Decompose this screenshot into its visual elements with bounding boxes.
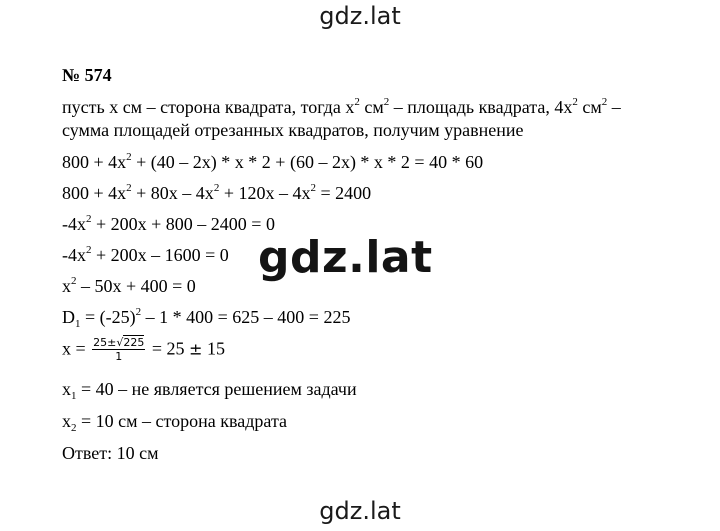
root-x1-line: $x_1 = 40$ – не является решением задачи	[62, 379, 357, 402]
fraction-denominator: 1	[115, 350, 123, 363]
answer-line: Ответ: 10 см	[62, 443, 159, 463]
equation-2: $800 + 4x^2 + 80x - 4x^2 + 120x - 4x^2 = 2400$	[62, 182, 372, 203]
watermark-logo: gdz.lat	[258, 232, 433, 283]
fraction-numerator: 25±√225	[93, 336, 145, 349]
equation-1: $800 + 4x^2 + (40 - 2x) * x * 2 + (60 - 2x) * x * 2 = 40 * 60$	[62, 151, 484, 172]
equation-3: $-4x^2 + 200x + 800 - 2400 = 0$	[62, 213, 275, 234]
intro-line-1: пусть x см – сторона квадрата, тогда $x^2$ $см^2$ – площадь квадрата, $4x^2$ $см^2$ –	[62, 96, 621, 117]
equation-5: $x^2 - 50x + 400 = 0$	[62, 275, 196, 296]
intro-line-2: сумма площадей отрезанных квадратов, получим уравнение	[62, 120, 524, 140]
equation-4: $-4x^2 + 200x - 1600 = 0$	[62, 244, 229, 265]
root-x2-line: $x_2 = 10$ см – сторона квадрата	[62, 411, 288, 434]
site-footer-logo: gdz.lat	[319, 497, 401, 525]
discriminant-line: $D_1 = (-25)^2 - 1 * 400 = 625 - 400 = 225$	[62, 306, 351, 330]
site-header-logo: gdz.lat	[319, 2, 401, 30]
task-number: № 574	[62, 65, 112, 85]
square-root-icon: √	[116, 336, 124, 349]
roots-fraction	[92, 336, 145, 363]
roots-formula-line: x = $\frac{25\pm√225}{1}$ = 25 ± 15	[62, 336, 225, 363]
